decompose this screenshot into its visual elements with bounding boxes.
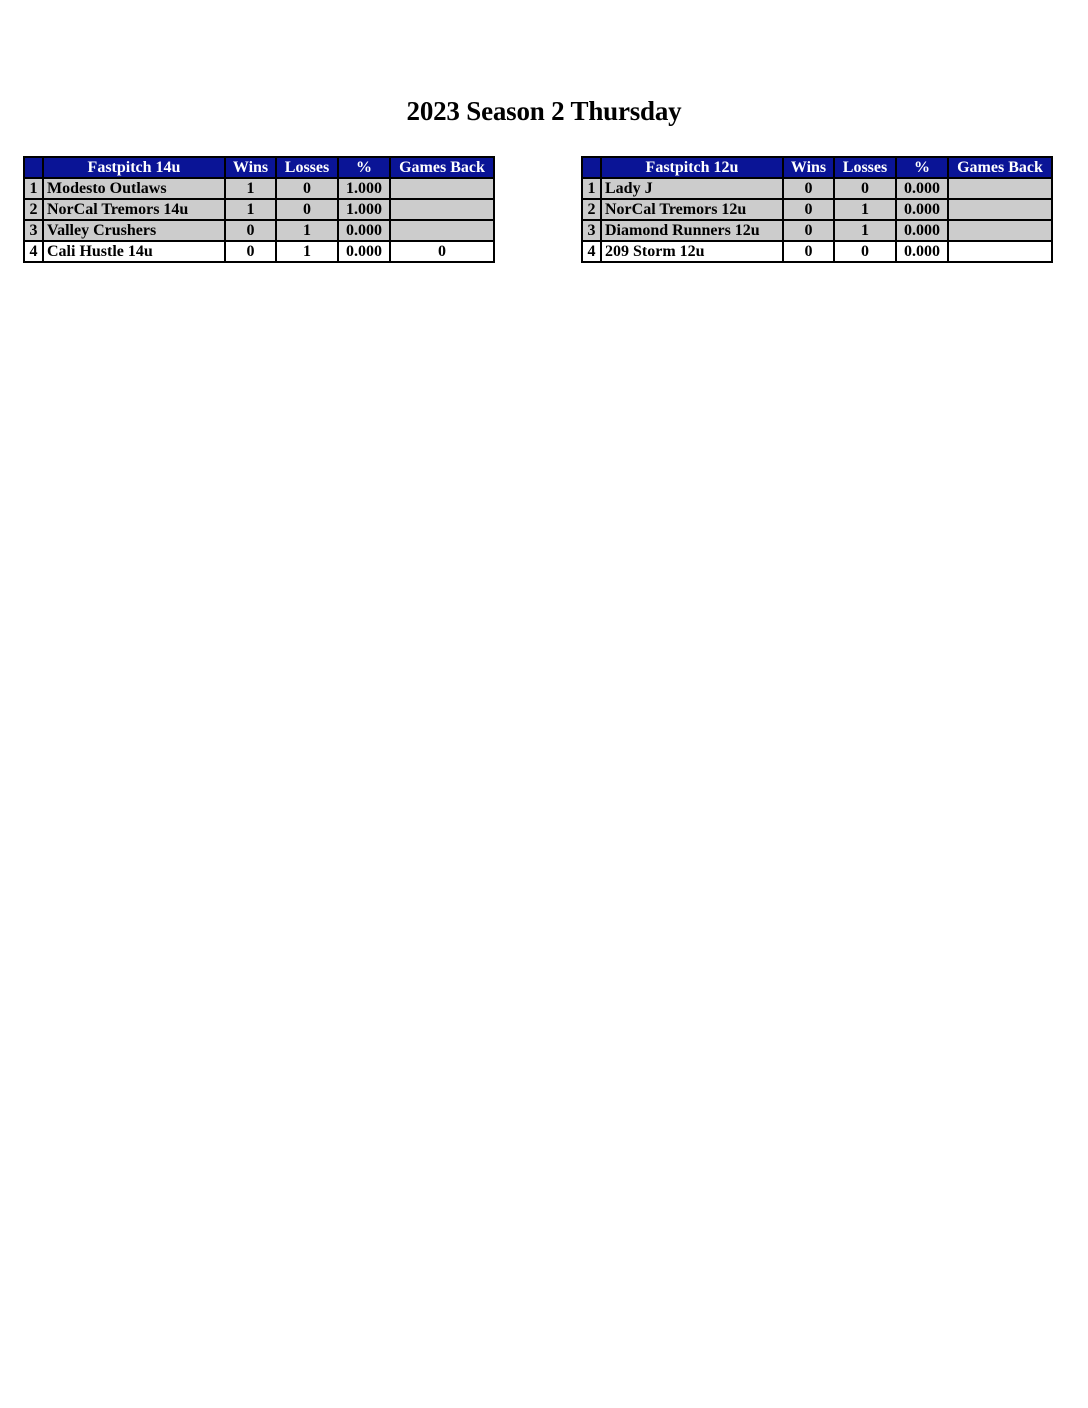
wins-header: Wins bbox=[783, 157, 834, 178]
rank-cell: 4 bbox=[24, 241, 43, 262]
wins-cell: 0 bbox=[783, 241, 834, 262]
team-cell: Diamond Runners 12u bbox=[601, 220, 783, 241]
losses-cell: 1 bbox=[276, 220, 338, 241]
games-back-cell: 0 bbox=[390, 241, 494, 262]
wins-cell: 0 bbox=[225, 241, 276, 262]
pct-cell: 1.000 bbox=[338, 178, 390, 199]
losses-cell: 1 bbox=[834, 199, 896, 220]
rank-cell: 1 bbox=[24, 178, 43, 199]
table-header-row bbox=[24, 157, 494, 178]
games-back-cell bbox=[948, 199, 1052, 220]
standings-table-14u bbox=[23, 156, 495, 263]
pct-cell: 1.000 bbox=[338, 199, 390, 220]
rank-cell: 4 bbox=[582, 241, 601, 262]
rank-header bbox=[24, 157, 43, 178]
pct-header: % bbox=[338, 157, 390, 178]
table-row bbox=[582, 220, 1052, 241]
games-back-cell bbox=[948, 220, 1052, 241]
page-title: 2023 Season 2 Thursday bbox=[406, 96, 682, 126]
pct-cell: 0.000 bbox=[338, 220, 390, 241]
team-cell: Lady J bbox=[601, 178, 783, 199]
games-back-cell bbox=[948, 178, 1052, 199]
losses-cell: 0 bbox=[834, 241, 896, 262]
table-row bbox=[582, 199, 1052, 220]
games-back-cell bbox=[390, 178, 494, 199]
wins-cell: 1 bbox=[225, 178, 276, 199]
table-header-row bbox=[582, 157, 1052, 178]
division-header: Fastpitch 12u bbox=[601, 157, 783, 178]
losses-cell: 0 bbox=[276, 178, 338, 199]
team-cell: NorCal Tremors 14u bbox=[43, 199, 225, 220]
games-back-header: Games Back bbox=[948, 157, 1052, 178]
wins-cell: 0 bbox=[783, 220, 834, 241]
wins-cell: 0 bbox=[783, 178, 834, 199]
wins-cell: 1 bbox=[225, 199, 276, 220]
team-cell: Valley Crushers bbox=[43, 220, 225, 241]
team-cell: Modesto Outlaws bbox=[43, 178, 225, 199]
table-row bbox=[24, 241, 494, 262]
games-back-cell bbox=[390, 199, 494, 220]
games-back-cell bbox=[390, 220, 494, 241]
pct-header: % bbox=[896, 157, 948, 178]
rank-cell: 1 bbox=[582, 178, 601, 199]
wins-header: Wins bbox=[225, 157, 276, 178]
losses-cell: 1 bbox=[834, 220, 896, 241]
pct-cell: 0.000 bbox=[896, 199, 948, 220]
pct-cell: 0.000 bbox=[896, 178, 948, 199]
team-cell: 209 Storm 12u bbox=[601, 241, 783, 262]
table-row bbox=[24, 178, 494, 199]
losses-header: Losses bbox=[834, 157, 896, 178]
table-row bbox=[24, 199, 494, 220]
losses-cell: 0 bbox=[276, 199, 338, 220]
rank-header bbox=[582, 157, 601, 178]
division-header: Fastpitch 14u bbox=[43, 157, 225, 178]
table-row bbox=[24, 220, 494, 241]
rank-cell: 2 bbox=[24, 199, 43, 220]
rank-cell: 3 bbox=[582, 220, 601, 241]
wins-cell: 0 bbox=[783, 199, 834, 220]
losses-header: Losses bbox=[276, 157, 338, 178]
pct-cell: 0.000 bbox=[896, 220, 948, 241]
losses-cell: 1 bbox=[276, 241, 338, 262]
standings-table-12u bbox=[581, 156, 1053, 263]
pct-cell: 0.000 bbox=[338, 241, 390, 262]
losses-cell: 0 bbox=[834, 178, 896, 199]
rank-cell: 2 bbox=[582, 199, 601, 220]
table-row bbox=[582, 241, 1052, 262]
table-row bbox=[582, 178, 1052, 199]
team-cell: NorCal Tremors 12u bbox=[601, 199, 783, 220]
wins-cell: 0 bbox=[225, 220, 276, 241]
team-cell: Cali Hustle 14u bbox=[43, 241, 225, 262]
rank-cell: 3 bbox=[24, 220, 43, 241]
games-back-header: Games Back bbox=[390, 157, 494, 178]
pct-cell: 0.000 bbox=[896, 241, 948, 262]
games-back-cell bbox=[948, 241, 1052, 262]
